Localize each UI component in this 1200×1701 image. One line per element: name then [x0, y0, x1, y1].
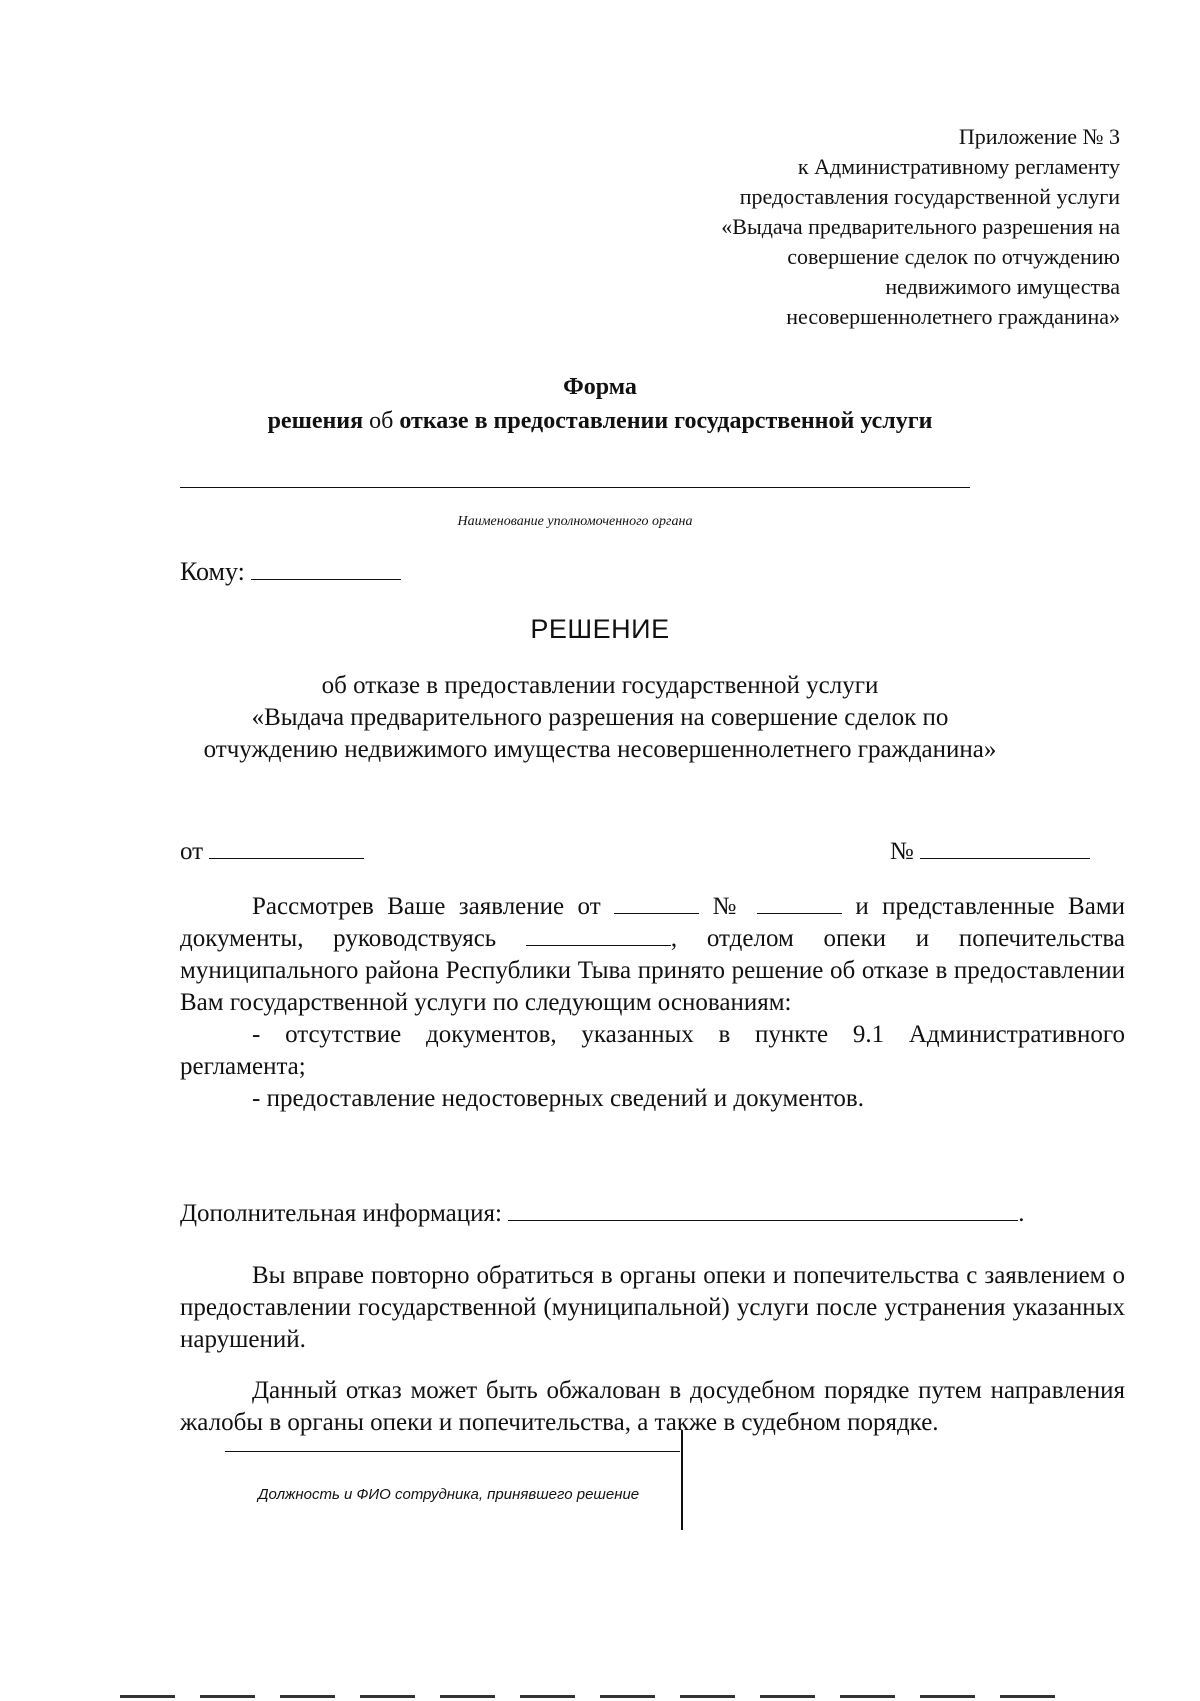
decision-subject: [140, 670, 1060, 766]
recipient-label: Кому:: [180, 557, 245, 586]
decision-title: РЕШЕНИЕ: [530, 614, 670, 644]
signature-caption: Должность и ФИО сотрудника, принявшего решение: [258, 1486, 640, 1503]
paragraph-text: Рассмотрев Ваше заявление от: [252, 893, 601, 920]
ground-item: - отсутствие документов, указанных в пункте 9.1 Административного регламента;: [180, 1021, 1125, 1080]
paragraph-text: , отделом опеки и попечительства муниципального района Республики Тыва принято решение об отказе в предоставлении Вам государственной услуги по следующим основаниям:: [180, 925, 1125, 1016]
paragraph-text: №: [712, 893, 744, 920]
decision-body: [180, 891, 1125, 1115]
additional-info-row: [180, 1200, 1025, 1228]
number-blank: [920, 857, 1090, 859]
appendix-line: к Административному регламенту: [797, 154, 1120, 179]
ground-item: - предоставление недостоверных сведений и документов.: [252, 1085, 864, 1112]
additional-info-end: .: [1018, 1200, 1025, 1227]
date-field: [180, 838, 364, 866]
form-title: [0, 370, 1200, 438]
form-title-bold-a: решения: [267, 408, 364, 434]
appendix-line: предоставления государственной услуги: [739, 184, 1120, 209]
paragraph-main: [180, 891, 1125, 1019]
appendix-line: несовершеннолетнего гражданина»: [786, 304, 1120, 329]
footer-dashed-line: [120, 1695, 1080, 1698]
appendix-line: «Выдача предварительного разрешения на: [721, 214, 1120, 239]
appendix-line: совершение сделок по отчуждению: [787, 244, 1120, 269]
subject-line: отчуждению недвижимого имущества несовершеннолетнего гражданина»: [203, 736, 997, 763]
number-label: №: [889, 838, 914, 865]
legal-basis-blank: [526, 944, 671, 946]
authority-name-caption: Наименование уполномоченного органа: [457, 514, 693, 529]
number-field: [890, 838, 1090, 866]
paragraph-appeal: Данный отказ может быть обжалован в досудебном порядке путем направления жалобы в органы опеки и попечительства, а также в судебном порядке.: [180, 1377, 1125, 1436]
subject-line: об отказе в предоставлении государственной услуги: [321, 672, 879, 699]
appendix-line: Приложение № 3: [958, 124, 1120, 149]
form-title-regular: об: [363, 408, 400, 434]
additional-info-blank: [508, 1219, 1018, 1221]
appendix-line: недвижимого имущества: [885, 274, 1120, 299]
application-date-blank: [614, 912, 699, 914]
form-title-line1: Форма: [563, 374, 637, 400]
recipient-field: [180, 557, 401, 587]
paragraph-reapply: Вы вправе повторно обратиться в органы опеки и попечительства с заявлением о предоставлении государственной (муниципальной) услуги после устранения указанных нарушений.: [180, 1262, 1125, 1353]
application-number-blank: [757, 912, 842, 914]
form-title-line2: [0, 404, 1200, 438]
appendix-header: [600, 122, 1120, 332]
paragraph-text: и представленные Вами документы, руководствуясь: [180, 893, 1126, 952]
additional-info-label: Дополнительная информация:: [180, 1200, 502, 1227]
signature-vertical-bar: [681, 1430, 683, 1530]
subject-line: «Выдача предварительного разрешения на совершение сделок по: [251, 704, 949, 731]
date-label: от: [180, 838, 204, 865]
authority-name-line: [180, 487, 970, 488]
date-blank: [209, 857, 364, 859]
date-number-row: [180, 838, 1090, 872]
signature-line: [225, 1451, 680, 1452]
recipient-blank: [251, 578, 401, 580]
form-title-bold-b: отказе в предоставлении государственной услуги: [399, 408, 933, 434]
